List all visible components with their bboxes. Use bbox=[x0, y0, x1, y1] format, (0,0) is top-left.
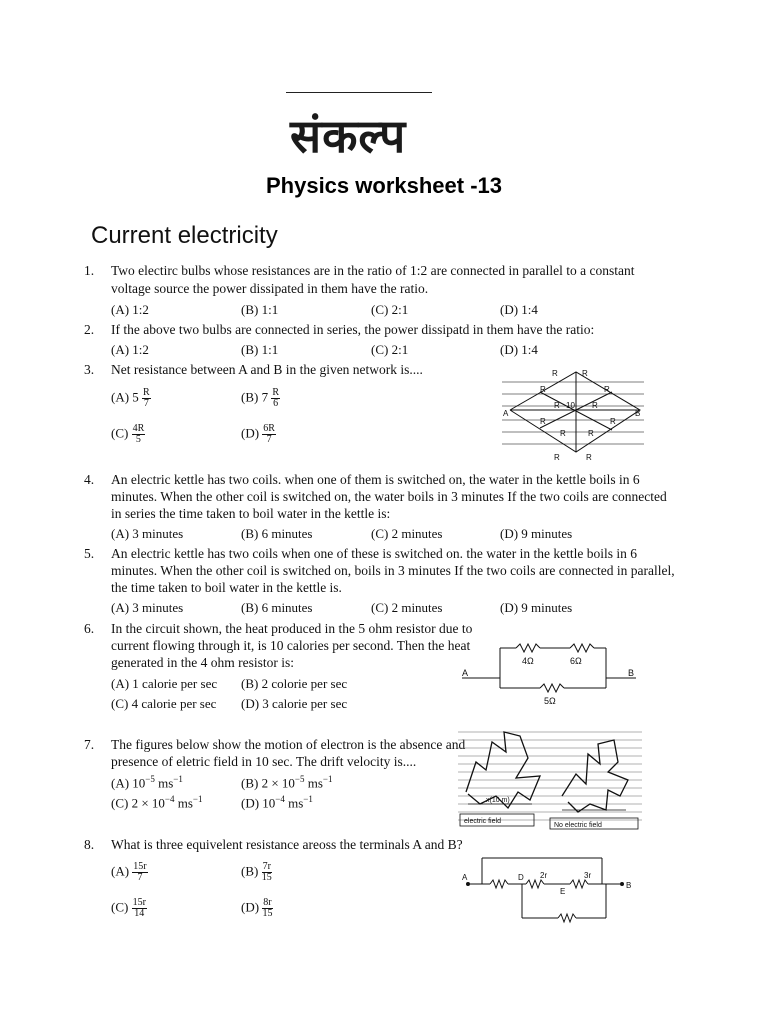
q8-circuit-figure bbox=[460, 850, 640, 930]
option-b: (B) $2 \times 10^{-5}$ $ms^{-1}$ bbox=[241, 774, 333, 791]
figure-caption: No electric field bbox=[554, 822, 602, 829]
option-a: (A) 3 minutes bbox=[111, 600, 184, 615]
question-number: 6. bbox=[84, 621, 95, 636]
question-text: In the circuit shown, the heat produced in the 5 ohm resistor due to bbox=[111, 621, 473, 636]
terminal-b: B bbox=[626, 881, 632, 890]
resistor-label: R bbox=[554, 453, 560, 462]
question-text: An electric kettle has two coils. when one of them is switched on, the water in the kettle boils in 6 bbox=[111, 472, 640, 487]
question-text: What is three equivelent resistance areoss the terminals A and B? bbox=[111, 837, 463, 852]
node-d: D bbox=[518, 873, 524, 882]
terminal-b: B bbox=[635, 409, 641, 418]
option-a: (A) 1:2 bbox=[111, 342, 149, 357]
option-d: (D) 3 calorie per sec bbox=[241, 696, 348, 711]
question-number: 1. bbox=[84, 263, 95, 278]
resistor-label: R bbox=[610, 417, 616, 426]
terminal-a: A bbox=[462, 873, 468, 882]
option-c: (C) 2:1 bbox=[371, 342, 409, 357]
resistor-label: R bbox=[582, 369, 588, 378]
resistor-label: 6Ω bbox=[570, 656, 582, 666]
option-d: (D) 1:4 bbox=[500, 342, 538, 357]
option-b: (B) $\frac{7r}{15}$ bbox=[241, 861, 272, 883]
question-text: generated in the 4 ohm resistor is: bbox=[111, 655, 294, 670]
resistor-label: R bbox=[592, 401, 598, 410]
option-a: (A) $10^{-5}$ $ms^{-1}$ bbox=[111, 774, 183, 791]
figure-caption: electric field bbox=[464, 818, 501, 825]
resistor-label: R bbox=[560, 429, 566, 438]
option-d: (D) $\frac{6R}{7}$ bbox=[241, 423, 275, 445]
resistor-label: R bbox=[540, 417, 546, 426]
question-text: An electric kettle has two coils when one of these is switched on. the water in the kettle boils in 6 bbox=[111, 546, 637, 561]
q3-network-figure bbox=[500, 362, 646, 466]
logo: संकल्प bbox=[290, 109, 407, 163]
option-a: (A) 1 calorie per sec bbox=[111, 676, 218, 691]
resistor-label: 5Ω bbox=[544, 696, 556, 706]
distance-label: x(10 m) bbox=[486, 797, 510, 804]
option-b: (B) 2 colorie per sec bbox=[241, 676, 348, 691]
option-d: (D) $\frac{8r}{15}$ bbox=[241, 897, 273, 919]
logo-rule bbox=[286, 92, 432, 93]
resistor-label: R bbox=[554, 401, 560, 410]
q6-circuit-figure bbox=[460, 638, 640, 708]
resistor-label: 2r bbox=[540, 871, 548, 880]
option-c: (C) $\frac{4R}{5}$ bbox=[111, 423, 145, 445]
question-text: in series the time taken to boil water in the kettle is: bbox=[111, 506, 391, 521]
resistor-label: 10 bbox=[566, 401, 575, 410]
question-number: 8. bbox=[84, 837, 95, 852]
terminal-a: A bbox=[462, 668, 469, 678]
question-text: minutes. When the other coil is switched on, boils in 3 minutes If the two coils are connected in parallel, bbox=[111, 563, 675, 578]
option-d: (D) 9 minutes bbox=[500, 526, 573, 541]
question-text: Two electirc bulbs whose resistances are in the ratio of 1:2 are connected in parallel to a constant bbox=[111, 263, 635, 278]
option-c: (C) 4 calorie per sec bbox=[111, 696, 217, 711]
resistor-label: R bbox=[588, 429, 594, 438]
question-number: 4. bbox=[84, 472, 95, 487]
option-d: (D) 1:4 bbox=[500, 302, 538, 317]
question-text: current flowing through it, is 10 calories per second. Then the heat bbox=[111, 638, 471, 653]
question-text: the time taken to boil water in the kettle is. bbox=[111, 580, 342, 595]
question-number: 7. bbox=[84, 737, 95, 752]
option-b: (B) 1:1 bbox=[241, 342, 279, 357]
question-text: minutes. When the other coil is switched on, the water boils in 3 minutes If the two coils are connected bbox=[111, 489, 667, 504]
resistor-label: 4Ω bbox=[522, 656, 534, 666]
option-a: (A) 3 minutes bbox=[111, 526, 184, 541]
question-text: Net resistance between A and B in the given network is.... bbox=[111, 362, 423, 377]
q7-electron-motion-figure bbox=[458, 724, 642, 830]
resistor-label: R bbox=[586, 453, 592, 462]
terminal-a: A bbox=[503, 409, 509, 418]
question-number: 2. bbox=[84, 322, 95, 337]
page-subtitle: Current electricity bbox=[91, 222, 278, 249]
resistor-label: R bbox=[552, 369, 558, 378]
option-a: (A) 1:2 bbox=[111, 302, 149, 317]
node-e: E bbox=[560, 887, 566, 896]
option-c: (C) 2 minutes bbox=[371, 600, 443, 615]
question-number: 3. bbox=[84, 362, 95, 377]
resistor-label: R bbox=[604, 385, 610, 394]
resistor-label: 3r bbox=[584, 871, 592, 880]
option-d: (D) 9 minutes bbox=[500, 600, 573, 615]
option-c: (C) $\frac{15r}{14}$ bbox=[111, 897, 146, 919]
option-c: (C) $2 \times 10^{-4}$ $ms^{-1}$ bbox=[111, 794, 203, 811]
option-c: (C) 2 minutes bbox=[371, 526, 443, 541]
question-text: The figures below show the motion of electron is the absence and bbox=[111, 737, 466, 752]
option-b: (B) 7 $\frac{R}{6}$ bbox=[241, 387, 280, 409]
option-b: (B) 6 minutes bbox=[241, 600, 313, 615]
option-b: (B) 1:1 bbox=[241, 302, 279, 317]
option-a: (A) 5 $\frac{R}{7}$ bbox=[111, 387, 150, 409]
option-b: (B) 6 minutes bbox=[241, 526, 313, 541]
page-title: Physics worksheet -13 bbox=[265, 173, 502, 198]
resistor-label: R bbox=[540, 385, 546, 394]
terminal-b: B bbox=[628, 668, 635, 678]
option-d: (D) $10^{-4}$ $ms^{-1}$ bbox=[241, 794, 313, 811]
option-a: (A) $\frac{15r}{7}$ bbox=[111, 861, 147, 883]
option-c: (C) 2:1 bbox=[371, 302, 409, 317]
question-text: voltage source the power dissipated in them have the ratio. bbox=[111, 281, 429, 296]
question-text: If the above two bulbs are connected in series, the power dissipatd in them have the ratio: bbox=[111, 322, 595, 337]
question-number: 5. bbox=[84, 546, 95, 561]
question-text: presence of eletric field in 10 sec. The drift velocity is.... bbox=[111, 754, 417, 769]
